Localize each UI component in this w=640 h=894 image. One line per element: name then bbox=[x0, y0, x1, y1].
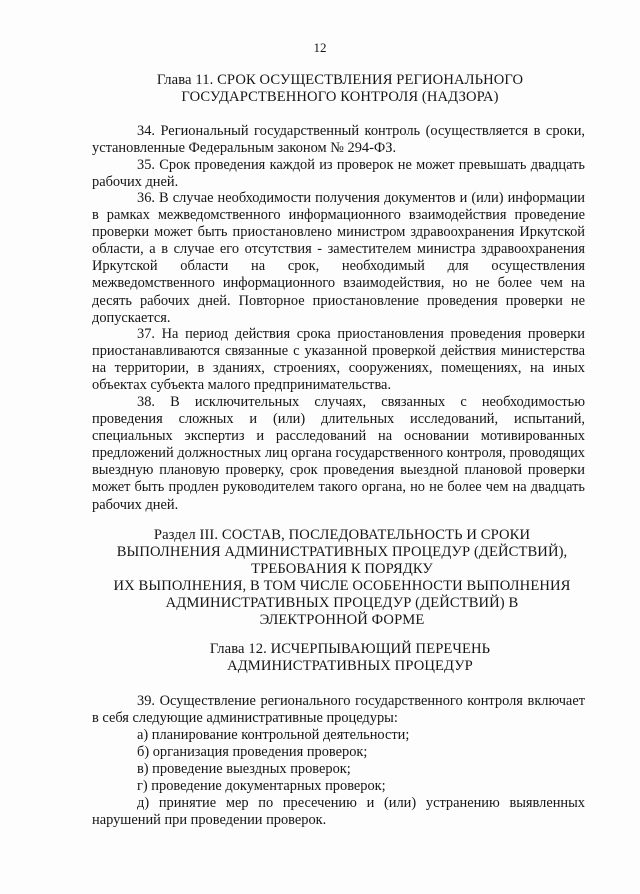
chapter-11-title-line: Глава 11. СРОК ОСУЩЕСТВЛЕНИЯ РЕГИОНАЛЬНОГО bbox=[156, 72, 524, 88]
section-3-title-line: ИХ ВЫПОЛНЕНИЯ, В ТОМ ЧИСЛЕ ОСОБЕННОСТИ ВЫПОЛНЕНИЯ bbox=[113, 578, 571, 594]
paragraph-38: 38. В исключительных случаях, связанных с необходимостью проведения сложных и (или) длительных исследований, испытаний, специальных экспертиз и расследований на основании мотивированных предложений должностных лиц органа государственного контроля, проводящих выездную плановую проверку, срок проведения выездной плановой проверки может быть продлен руководителем такого органа, но не более чем на двадцать рабочих дней. bbox=[92, 394, 585, 513]
list-item: а) планирование контрольной деятельности; bbox=[137, 727, 410, 743]
chapter-11-title-line: ГОСУДАРСТВЕННОГО КОНТРОЛЯ (НАДЗОРА) bbox=[181, 89, 499, 105]
paragraph-35: 35. Срок проведения каждой из проверок не может превышать двадцать рабочих дней. bbox=[92, 157, 585, 191]
chapter-12-title bbox=[180, 641, 520, 675]
chapter-12-title-line: Глава 12. ИСЧЕРПЫВАЮЩИЙ ПЕРЕЧЕНЬ bbox=[209, 641, 491, 657]
section-3-title-line: ВЫПОЛНЕНИЯ АДМИНИСТРАТИВНЫХ ПРОЦЕДУР (ДЕЙСТВИЙ), bbox=[116, 544, 568, 560]
paragraph-37: 37. На период действия срока приостановления проведения проверки приостанавливаются связанные с указанной проверкой действия министерства на территории, в зданиях, строениях, сооружениях, помещениях, на иных объектах субъекта малого предпринимательства. bbox=[92, 326, 585, 394]
chapter-11-title bbox=[150, 72, 530, 106]
section-3-title-line: ТРЕБОВАНИЯ К ПОРЯДКУ bbox=[251, 561, 433, 577]
procedures-list bbox=[92, 727, 585, 830]
list-item: г) проведение документарных проверок; bbox=[137, 778, 386, 795]
section-3-title-line: ЭЛЕКТРОННОЙ ФОРМЕ bbox=[259, 612, 425, 628]
paragraph-34: 34. Региональный государственный контроль (осуществляется в сроки, установленные Федеральным законом № 294-ФЗ. bbox=[92, 123, 585, 157]
list-item: в) проведение выездных проверок; bbox=[137, 761, 351, 778]
chapter-12-title-line: АДМИНИСТРАТИВНЫХ ПРОЦЕДУР bbox=[227, 658, 473, 674]
section-3-title bbox=[92, 527, 592, 629]
paragraph-39: 39. Осуществление регионального государственного контроля включает в себя следующие административные процедуры: bbox=[92, 693, 585, 727]
list-item: д) принятие мер по пресечению и (или) устранению выявленных нарушений при проведении проверок. bbox=[92, 795, 585, 829]
section-3-title-line: АДМИНИСТРАТИВНЫХ ПРОЦЕДУР (ДЕЙСТВИЙ) В bbox=[165, 595, 519, 611]
paragraph-36: 36. В случае необходимости получения документов и (или) информации в рамках межведомственного информационного взаимодействия проведение проверки может быть приостановлено министром здравоохранения Иркутской области, а в случае его отсутствия - заместителем министра здравоохранения Иркутской области на срок, необходимый для осуществления межведомственного информационного взаимодействия, но не более чем на десять рабочих дней. Повторное приостановление проведения проверки не допускается. bbox=[92, 190, 585, 326]
list-item: б) организация проведения проверок; bbox=[137, 744, 368, 761]
page-number: 12 bbox=[313, 40, 327, 55]
section-3-title-line: Раздел III. СОСТАВ, ПОСЛЕДОВАТЕЛЬНОСТЬ И СРОКИ bbox=[153, 527, 531, 543]
